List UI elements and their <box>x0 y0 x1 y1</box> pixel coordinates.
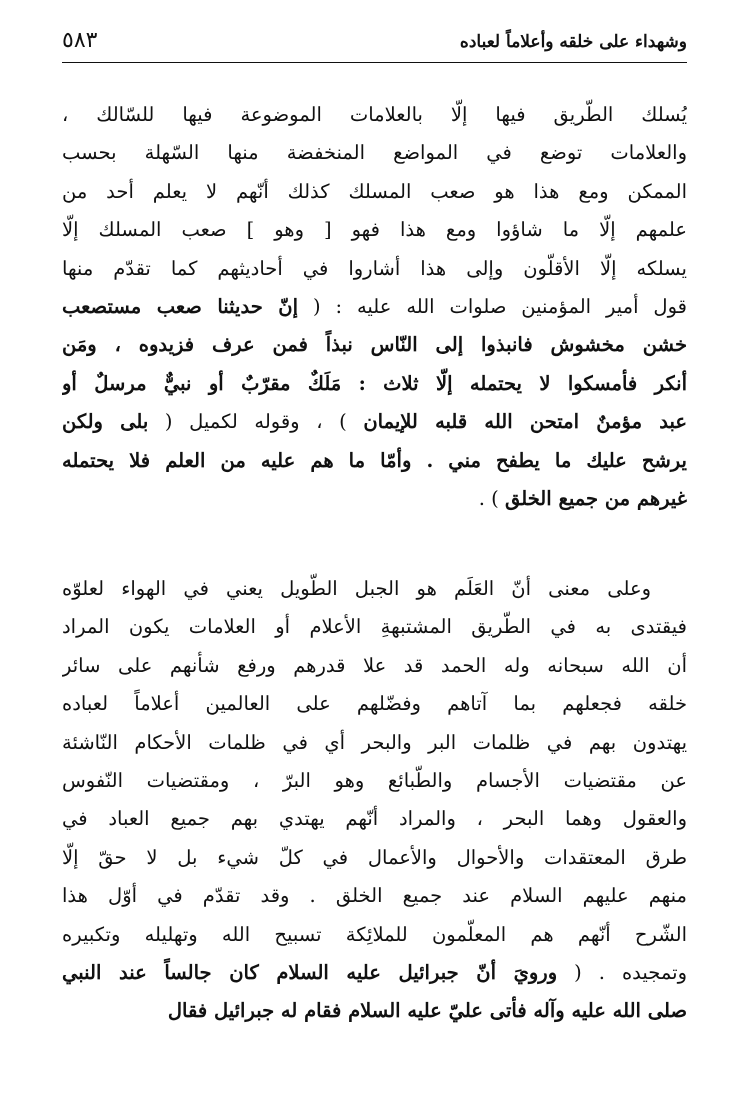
line-text: عن مقتضيات الأجسام والطّبائع وهو البرّ ، ومقتضيات النّفوس <box>62 768 687 792</box>
text-line <box>62 800 687 838</box>
line-text: والعقول وهما البحر ، والمراد أنّهم يهتدي بهم جميع العباد في <box>62 807 687 831</box>
bold-quote-text: إنّ حديثنا صعب مستصعب <box>62 294 299 318</box>
line-text: والعلامات توضع في المواضع المنخفضة منها السّهلة بحسب <box>62 141 687 165</box>
line-text: علمهم إلّا ما شاؤوا ومع هذا فهو [ وهو ] صعب المسلك إلّا <box>62 218 687 242</box>
text-line <box>62 96 687 134</box>
text-line <box>62 250 687 288</box>
line-text: ) . <box>478 486 505 510</box>
text-line <box>62 877 687 915</box>
paragraph-1 <box>62 96 687 518</box>
text-line <box>62 134 687 172</box>
page-number: ٥٨٣ <box>62 28 98 53</box>
text-line <box>62 608 687 646</box>
bold-quote-text: عبد مؤمنٌ امتحن الله قلبه للإيمان <box>363 410 687 434</box>
line-text: يُسلك الطّريق فيها إلّا بالعلامات الموضوعة فيها للسّالك ، <box>62 103 687 126</box>
line-text: الممكن ومع هذا هو صعب المسلك كذلك أنّهم لا يعلم أحد من <box>62 179 687 203</box>
text-line <box>62 173 687 211</box>
line-text: الشّرح أنّهم هم المعلّمون للملائِكة تسبيح الله وتهليله وتكبيره <box>62 922 687 946</box>
text-line <box>62 326 687 364</box>
line-text: وتمجيده . ( <box>557 960 687 984</box>
line-text: قول أمير المؤمنين صلوات الله عليه : ( <box>298 294 687 318</box>
bold-quote-text: غيرهم من جميع الخلق <box>504 486 687 510</box>
text-line <box>62 724 687 762</box>
text-line <box>62 992 687 1030</box>
bold-quote-text: صلى الله عليه وآله فأتى عليّ عليه السلام فقام له جبرائيل فقال <box>167 999 687 1023</box>
text-line <box>62 685 687 723</box>
bold-quote-text: خشن مخشوش فانبذوا إلى النّاس نبذاً فمن عرف فزيدوه ، ومَن <box>62 333 687 357</box>
line-text: فيقتدى به في الطّريق المشتبهةِ الأعلام أو العلامات يكون المراد <box>62 615 687 639</box>
line-text: ) ، وقوله لكميل ( <box>148 410 364 434</box>
bold-quote-text: يرشح عليك ما يطفح مني . وأمّا ما هم عليه من العلم فلا يحتمله <box>62 448 687 472</box>
bold-quote-text: أنكر فأمسكوا لا يحتمله إلّا ثلاث : مَلَكٌ مقرّبٌ أو نبيٌّ مرسلٌ أو <box>62 371 687 395</box>
line-text: طرق المعتقدات والأحوال والأعمال في كلّ شيء بل لا حقّ إلّا <box>62 845 687 869</box>
text-line <box>62 365 687 403</box>
text-line <box>62 288 687 326</box>
text-line <box>62 403 687 441</box>
text-line <box>62 647 687 685</box>
line-text: خلقه فجعلهم بما آتاهم وفضّلهم على العالمين أعلاماً لعباده <box>62 692 687 716</box>
line-text: أن الله سبحانه وله الحمد قد علا قدرهم ورفع شأنهم على سائر <box>62 653 687 677</box>
text-line <box>62 570 687 608</box>
line-text: منهم عليهم السلام عند جميع الخلق . وقد تقدّم في أوّل هذا <box>62 884 687 908</box>
text-line <box>62 954 687 992</box>
header-title: وشهداء على خلقه وأعلاماً لعباده <box>459 32 687 52</box>
header-rule <box>62 62 687 63</box>
paragraph-2 <box>62 570 687 1031</box>
line-text: وعلى معنى أنّ العَلَم هو الجبل الطّويل يعني في الهواء لعلوّه <box>62 577 651 600</box>
bold-quote-text: ورويَ أنّ جبرائيل عليه السلام كان جالساً عند النبي <box>62 960 558 984</box>
text-line <box>62 916 687 954</box>
text-line <box>62 762 687 800</box>
text-line <box>62 839 687 877</box>
bold-quote-text: بلى ولكن <box>62 410 149 434</box>
running-header <box>62 28 687 60</box>
text-line <box>62 442 687 480</box>
line-text: يسلكه إلّا الأقلّون وإلى هذا أشاروا في أحاديثهم كما تقدّم منها <box>62 256 687 280</box>
text-line <box>62 480 687 518</box>
line-text: يهتدون بهم في ظلمات البر والبحر أي في ظلمات الأحكام النّاشئة <box>62 730 687 754</box>
text-line <box>62 211 687 249</box>
